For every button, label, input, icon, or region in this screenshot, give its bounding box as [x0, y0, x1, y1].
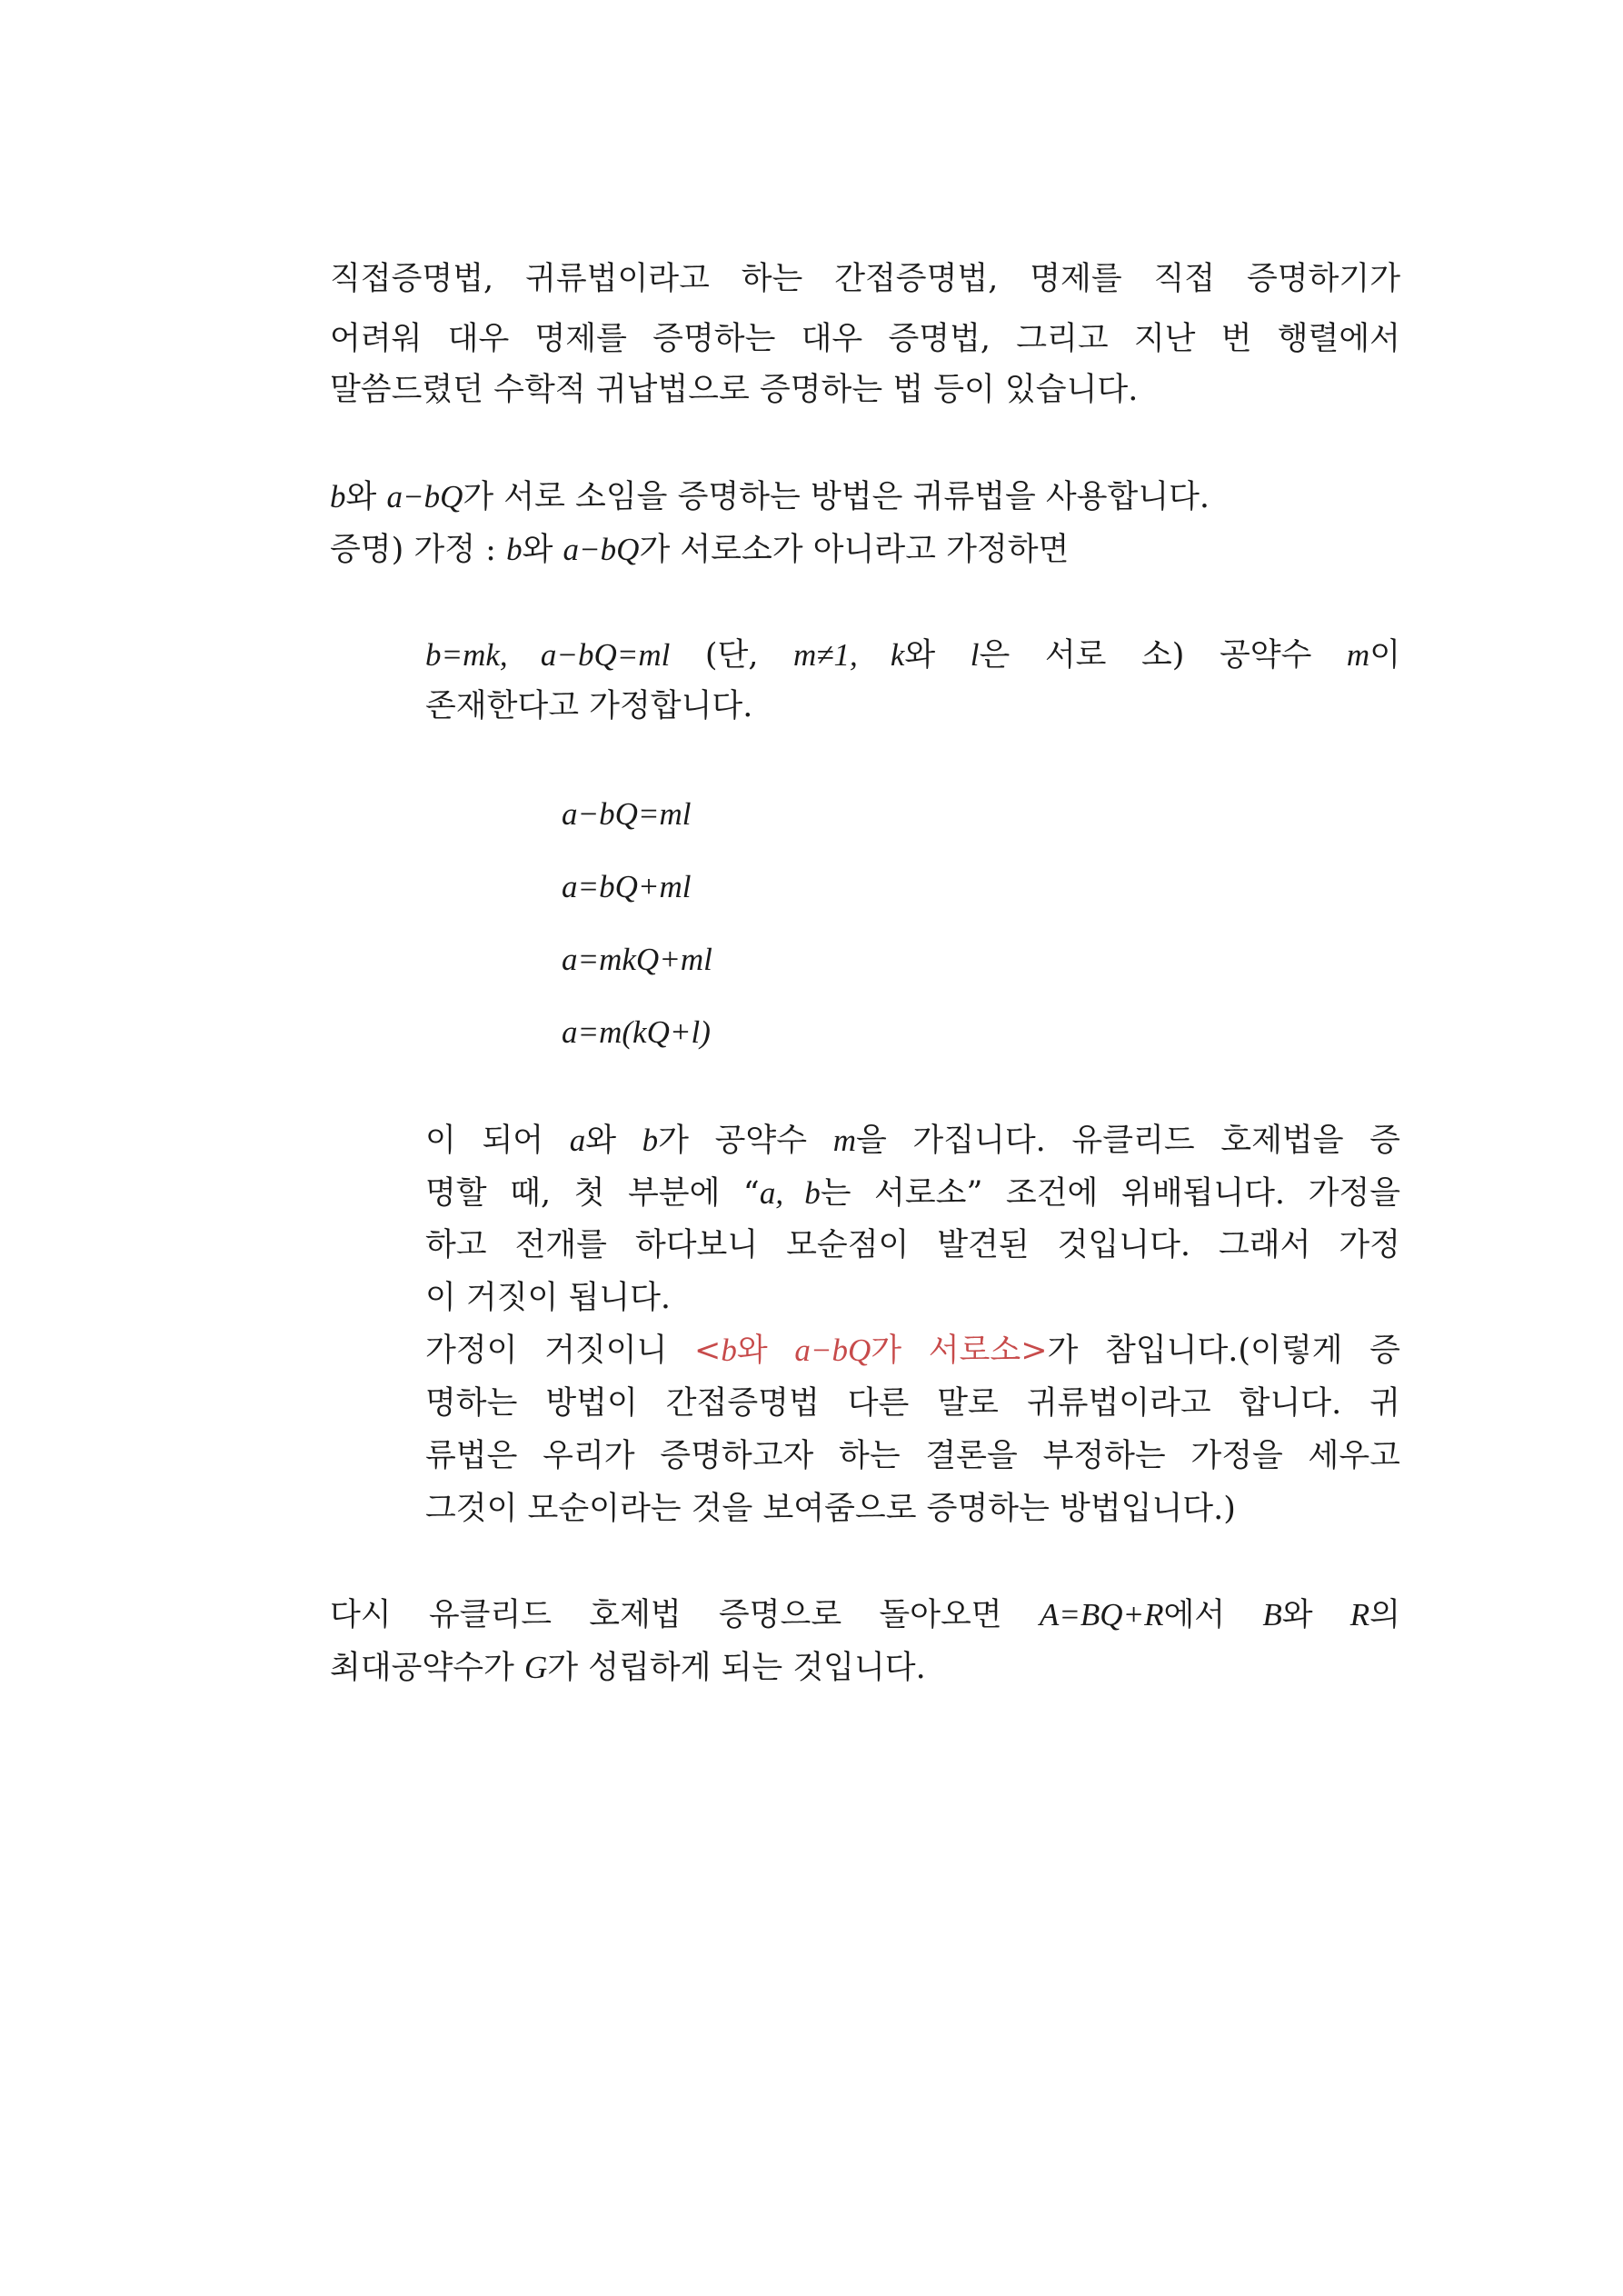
- conclusion-line-5: 가정이 거짓이니 <b와 a−bQ가 서로소>가 참입니다.(이렇게 증: [425, 1333, 1400, 1369]
- intro-line-3: 말씀드렸던 수학적 귀납법으로 증명하는 법 등이 있습니다.: [330, 372, 1139, 408]
- equation-3: a=mkQ+ml: [562, 942, 712, 977]
- final-line-1: 다시 유클리드 호제법 증명으로 돌아오면 A=BQ+R에서 B와 R의: [330, 1597, 1400, 1633]
- proof-intro-line: 증명) 가정 : b와 a−bQ가 서로소가 아니라고 가정하면: [330, 532, 1070, 568]
- conclusion-line-1: 이 되어 a와 b가 공약수 m을 가집니다. 유클리드 호제법을 증: [425, 1123, 1400, 1159]
- claim-expr: a−bQ: [386, 479, 463, 514]
- assumption-line-2: 존재한다고 가정합니다.: [425, 688, 753, 724]
- conclusion-line-2: 명할 때, 첫 부분에 “a, b는 서로소” 조건에 위배됩니다. 가정을: [425, 1175, 1401, 1212]
- final-line-2: 최대공약수가 G가 성립하게 되는 것입니다.: [330, 1650, 926, 1686]
- equation-2: a=bQ+ml: [562, 869, 692, 904]
- conclusion-line-7: 류법은 우리가 증명하고자 하는 결론을 부정하는 가정을 세우고: [425, 1438, 1400, 1474]
- claim-line: b와 a−bQ가 서로 소임을 증명하는 방법은 귀류법을 사용합니다.: [330, 479, 1210, 515]
- conclusion-line-8: 그것이 모순이라는 것을 보여줌으로 증명하는 방법입니다.): [425, 1491, 1236, 1527]
- conclusion-line-6: 명하는 방법이 간접증명법 다른 말로 귀류법이라고 합니다. 귀: [425, 1385, 1400, 1422]
- intro-line-1: 직접증명법, 귀류법이라고 하는 간접증명법, 명제를 직접 증명하기가: [330, 261, 1400, 297]
- assumption-line-1: b=mk, a−bQ=ml (단, m≠1, k와 l은 서로 소) 공약수 m이: [425, 637, 1400, 674]
- highlighted-statement: <b와 a−bQ가 서로소>: [694, 1333, 1048, 1369]
- conclusion-line-3: 하고 전개를 하다보니 모순점이 발견된 것입니다. 그래서 가정: [425, 1227, 1400, 1263]
- equation-1: a−bQ=ml: [562, 796, 692, 832]
- claim-b: b: [330, 479, 346, 514]
- conclusion-line-4: 이 거짓이 됩니다.: [425, 1280, 672, 1316]
- intro-line-2: 어려워 대우 명제를 증명하는 대우 증명법, 그리고 지난 번 행렬에서: [330, 321, 1400, 357]
- equation-4: a=m(kQ+l): [562, 1014, 711, 1050]
